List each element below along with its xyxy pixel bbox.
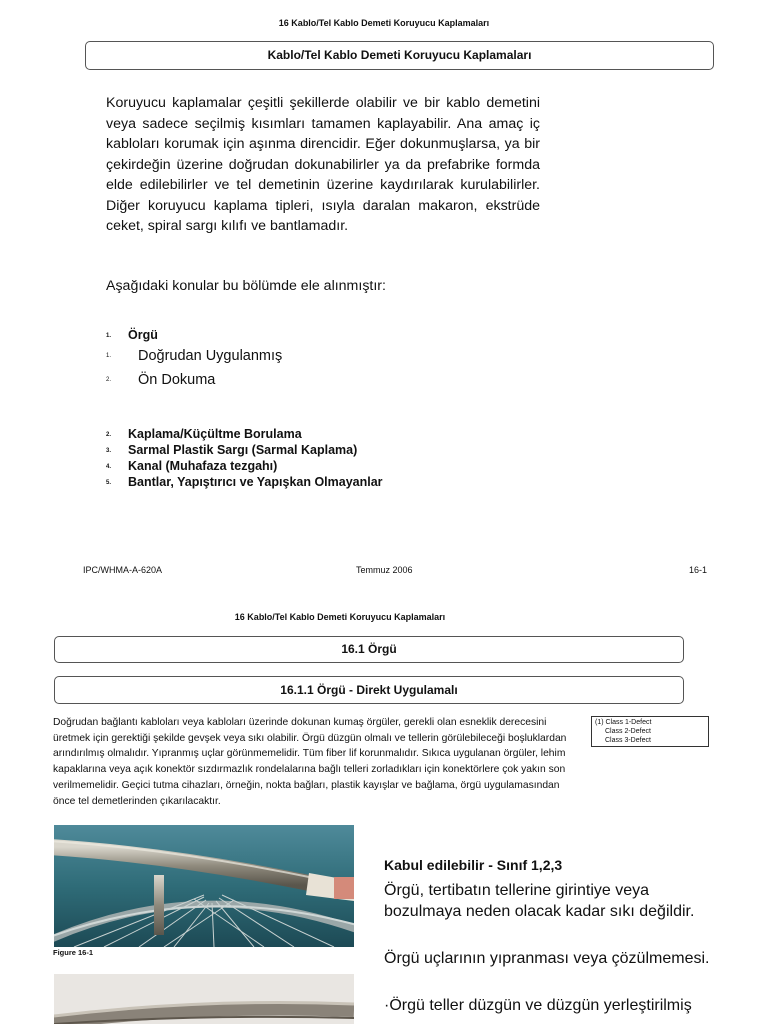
intro-paragraph: Koruyucu kaplamalar çeşitli şekillerde olabilir ve bir kablo demetini veya sadece seçilmiş kısımları tamamen kaplayabilir. Ana amaç iç kabloları korumak için aşınma direncidir. Eğer dokunmuşlarsa, ya bir çekirdeğin üzerine doğrudan dokunabilirler ya da prefabrike formda elde edilebilirler ve tel demetinin üzerine kaydırılarak kurulabilirler. Diğer koruyucu kaplama tipleri, ısıyla daralan makaron, ekstrüde ceket, spiral sargı kılıfı ve bantlamadır.: [106, 95, 540, 234]
acceptable-heading: Kabul edilebilir - Sınıf 1,2,3: [384, 857, 563, 873]
list-item: 2. Ön Dokuma: [106, 372, 216, 388]
body-paragraph: Doğrudan bağlantı kabloları veya kabloları üzerinde dokunan kumaş örgüler, gerekli olan esneklik derecesini üretmek için gerektiği şekilde gevşek veya sıkı olabilir. Örgü düzgün olmalı ve tellerin görülebileceği boşluklardan arındırılmış olmalıdır. Yıpranmış uçlar görünmemelidir. Tüm fiber lif korunmalıdır. Sıkıca uygulanan örgüler, lehim kapaklarına veya açık konektör sızdırmazlık rondelalarına bağlı telleri zorladıkları için konektörlere çok yakın son verilmemelidir. Geçici tutma cihazları, örneğin, nokta bağları, plastik kayışlar ve bağlama, örgü uygulamasından önce tel demetlerinden çıkarılacaktır.: [53, 717, 567, 807]
criteria-item: ·Örgü teller düzgün ve düzgün yerleştirilmiş: [384, 997, 692, 1014]
figure-photo-braid-closeup: [54, 974, 354, 1024]
criteria-item: Örgü, tertibatın tellerine girintiye veya bozulmaya neden olacak kadar sıkı değildir.: [384, 882, 695, 920]
defect-class-box: (1) Class 1-Defect Class 2-Defect Class 3-Defect: [591, 716, 709, 747]
footer-date: Temmuz 2006: [356, 565, 413, 575]
subsection-title: 16.1.1 Örgü - Direkt Uygulamalı: [54, 676, 684, 704]
figure-photo-braid: [54, 825, 354, 947]
list-item: 3. Sarmal Plastik Sargı (Sarmal Kaplama): [106, 443, 358, 457]
running-header: 16 Kablo/Tel Kablo Demeti Koruyucu Kaplamaları: [278, 18, 490, 28]
topics-intro: Aşağıdaki konular bu bölümde ele alınmıştır:: [106, 278, 386, 294]
list-item: 2. Kaplama/Küçültme Borulama: [106, 427, 302, 441]
criteria-item: Örgü uçlarının yıpranması veya çözülmemesi.: [384, 950, 710, 967]
list-item: 4. Kanal (Muhafaza tezgahı): [106, 459, 278, 473]
list-item: 1. Örgü: [106, 328, 158, 342]
list-item: 1. Doğrudan Uygulanmış: [106, 348, 283, 364]
figure-caption: Figure 16-1: [53, 948, 94, 957]
section-title: Kablo/Tel Kablo Demeti Koruyucu Kaplamaları: [85, 41, 714, 70]
running-header: 16 Kablo/Tel Kablo Demeti Koruyucu Kaplamaları: [234, 612, 446, 622]
list-item: 5. Bantlar, Yapıştırıcı ve Yapışkan Olmayanlar: [106, 475, 383, 489]
footer-doc-id: IPC/WHMA-A-620A: [83, 565, 163, 575]
section-title: 16.1 Örgü: [54, 636, 684, 663]
footer-page-number: 16-1: [689, 565, 708, 575]
